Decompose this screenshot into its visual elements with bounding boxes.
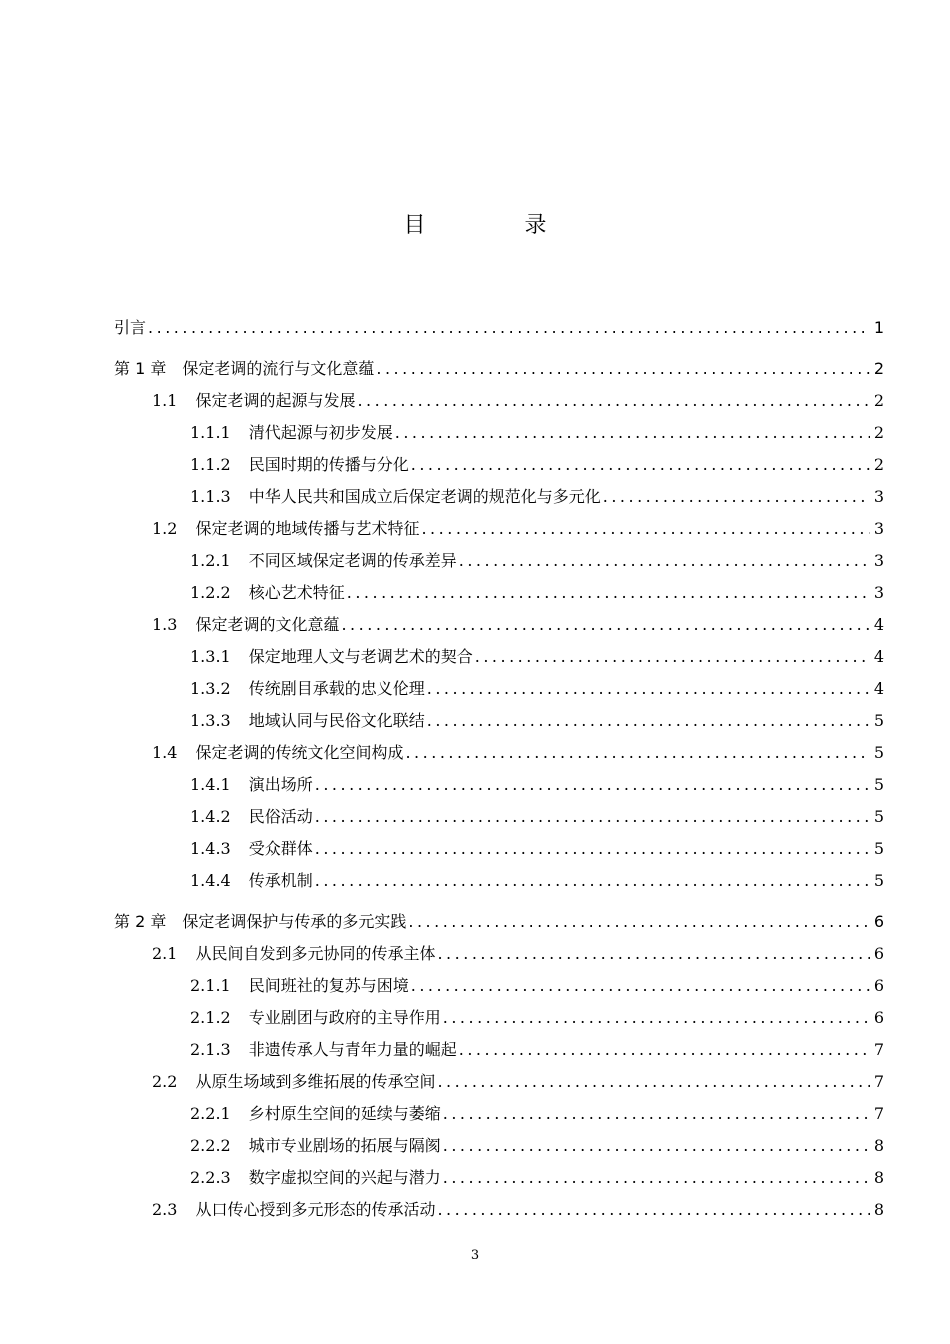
toc-entry[interactable] <box>114 449 884 481</box>
toc-entry-number: 1.2.1 <box>190 551 231 570</box>
toc-entry-number: 1.4.1 <box>190 775 231 794</box>
toc-entry-page: 5 <box>873 871 884 890</box>
dot-leader <box>475 641 870 673</box>
dot-leader <box>427 673 870 705</box>
toc-entry-number: 1.4 <box>152 743 178 762</box>
dot-leader <box>459 1034 870 1066</box>
toc-entry-title: 保定老调的起源与发展 <box>195 391 356 410</box>
dot-leader <box>357 385 869 417</box>
toc-entry-title: 专业剧团与政府的主导作用 <box>248 1008 441 1027</box>
toc-entry-title: 受众群体 <box>248 839 313 858</box>
toc-entry-number: 1.4.4 <box>190 871 231 890</box>
toc-entry-title: 乡村原生空间的延续与萎缩 <box>248 1104 441 1123</box>
toc-entry-page: 6 <box>873 912 884 931</box>
toc-entry[interactable] <box>114 385 884 417</box>
toc-entry-number: 1.3.2 <box>190 679 231 698</box>
toc-entry-page: 4 <box>873 615 884 634</box>
dot-leader <box>459 545 870 577</box>
dot-leader <box>437 938 869 970</box>
toc-entry[interactable] <box>114 1162 884 1194</box>
toc-entry[interactable] <box>114 1194 884 1226</box>
dot-leader <box>427 705 870 737</box>
toc-entry[interactable] <box>114 769 884 801</box>
toc-entry-page: 8 <box>873 1200 884 1219</box>
toc-entry-number: 2.1.2 <box>190 1008 231 1027</box>
toc-entry-page: 3 <box>873 583 884 602</box>
toc-entry-number: 1.1.1 <box>190 423 231 442</box>
toc-entry-number: 第 2 章 <box>114 912 167 931</box>
toc-entry-page: 4 <box>873 647 884 666</box>
toc-entry-page: 5 <box>873 775 884 794</box>
toc-entry-title: 民间班社的复苏与困境 <box>248 976 409 995</box>
toc-entry-title: 保定老调保护与传承的多元实践 <box>182 912 407 931</box>
dot-leader <box>411 970 870 1002</box>
dot-leader <box>421 513 869 545</box>
toc-entry-number: 2.3 <box>152 1200 178 1219</box>
toc-entry-number: 1.3 <box>152 615 178 634</box>
toc-entry-number: 1.4.3 <box>190 839 231 858</box>
dot-leader <box>315 865 870 897</box>
dot-leader <box>376 353 869 385</box>
toc-entry-title: 传承机制 <box>248 871 313 890</box>
toc-entry-number: 2.1.3 <box>190 1040 231 1059</box>
toc-entry[interactable] <box>114 1002 884 1034</box>
toc-entry-number: 2.2.1 <box>190 1104 231 1123</box>
toc-entry[interactable] <box>114 481 884 513</box>
toc-entry[interactable] <box>114 417 884 449</box>
toc-entry[interactable] <box>114 1034 884 1066</box>
toc-entry-page: 6 <box>873 1008 884 1027</box>
toc-entry-title: 中华人民共和国成立后保定老调的规范化与多元化 <box>248 487 601 506</box>
toc-entry[interactable] <box>114 938 884 970</box>
toc-entry[interactable] <box>114 1098 884 1130</box>
toc-entry-number: 2.1.1 <box>190 976 231 995</box>
toc-entry[interactable] <box>114 641 884 673</box>
toc-entry-title: 从原生场域到多维拓展的传承空间 <box>195 1072 436 1091</box>
toc-entry-page: 6 <box>873 976 884 995</box>
toc-entry-page: 1 <box>873 318 884 337</box>
toc-entry-page: 5 <box>873 839 884 858</box>
toc-entry-number: 2.2.3 <box>190 1168 231 1187</box>
toc-title: 目 录 <box>403 213 593 238</box>
toc-entry[interactable] <box>114 673 884 705</box>
toc-entry-page: 3 <box>873 487 884 506</box>
toc-entry-page: 6 <box>873 944 884 963</box>
toc-entry-page: 4 <box>873 679 884 698</box>
toc-entry[interactable] <box>114 970 884 1002</box>
dot-leader <box>443 1162 870 1194</box>
toc-entry[interactable] <box>114 906 884 938</box>
toc-entry-title: 地域认同与民俗文化联结 <box>248 711 425 730</box>
dot-leader <box>411 449 870 481</box>
dot-leader <box>437 1194 869 1226</box>
toc-entry-title: 非遗传承人与青年力量的崛起 <box>248 1040 457 1059</box>
toc-entry[interactable] <box>114 1130 884 1162</box>
dot-leader <box>395 417 870 449</box>
dot-leader <box>341 609 869 641</box>
toc-entry-number: 1.2 <box>152 519 178 538</box>
toc-entry-number: 2.2 <box>152 1072 178 1091</box>
toc-entry[interactable] <box>114 513 884 545</box>
toc-entry-title: 保定老调的地域传播与艺术特征 <box>195 519 420 538</box>
toc-entry-number: 1.2.2 <box>190 583 231 602</box>
page-number: 3 <box>470 1248 480 1263</box>
toc-entry-title: 数字虚拟空间的兴起与潜力 <box>248 1168 441 1187</box>
toc-entry-title: 民俗活动 <box>248 807 313 826</box>
toc-entry[interactable] <box>114 545 884 577</box>
toc-entry-number: 2.2.2 <box>190 1136 231 1155</box>
toc-entry-number: 1.1 <box>152 391 178 410</box>
toc-entry-page: 8 <box>873 1136 884 1155</box>
toc-entry-title: 保定地理人文与老调艺术的契合 <box>248 647 473 666</box>
toc-entry-page: 3 <box>873 519 884 538</box>
toc-entry[interactable] <box>114 577 884 609</box>
toc-entry-number: 1.3.3 <box>190 711 231 730</box>
toc-entry[interactable] <box>114 833 884 865</box>
toc-entry[interactable] <box>114 801 884 833</box>
toc-entry[interactable] <box>114 312 884 344</box>
toc-entry-title: 演出场所 <box>248 775 313 794</box>
dot-leader <box>315 769 870 801</box>
toc-entry[interactable] <box>114 705 884 737</box>
toc-entry-title: 核心艺术特征 <box>248 583 345 602</box>
toc-entry-page: 2 <box>873 359 884 378</box>
toc-entry-title: 保定老调的文化意蕴 <box>195 615 340 634</box>
toc-entry-title: 清代起源与初步发展 <box>248 423 393 442</box>
toc-entry-number: 1.1.3 <box>190 487 231 506</box>
toc-entry-title: 保定老调的流行与文化意蕴 <box>182 359 375 378</box>
dot-leader <box>148 312 870 344</box>
toc-entry-page: 2 <box>873 391 884 410</box>
toc-entry-title: 保定老调的传统文化空间构成 <box>195 743 404 762</box>
dot-leader <box>408 906 869 938</box>
toc-entry[interactable] <box>114 737 884 769</box>
toc-entry-title: 传统剧目承载的忠义伦理 <box>248 679 425 698</box>
table-of-contents <box>114 312 884 1226</box>
toc-entry-number: 1.3.1 <box>190 647 231 666</box>
toc-entry-page: 2 <box>873 455 884 474</box>
toc-entry-page: 7 <box>873 1104 884 1123</box>
dot-leader <box>315 801 870 833</box>
toc-entry[interactable] <box>114 1066 884 1098</box>
toc-entry-title: 民国时期的传播与分化 <box>248 455 409 474</box>
toc-entry-title: 引言 <box>114 318 147 337</box>
toc-entry-number: 第 1 章 <box>114 359 167 378</box>
toc-entry-number: 1.1.2 <box>190 455 231 474</box>
dot-leader <box>405 737 869 769</box>
dot-leader <box>315 833 870 865</box>
toc-entry-title: 不同区域保定老调的传承差异 <box>248 551 457 570</box>
toc-entry-number: 2.1 <box>152 944 178 963</box>
dot-leader <box>443 1002 870 1034</box>
dot-leader <box>443 1098 870 1130</box>
toc-entry-number: 1.4.2 <box>190 807 231 826</box>
dot-leader <box>603 481 870 513</box>
toc-entry[interactable] <box>114 353 884 385</box>
toc-entry-page: 5 <box>873 743 884 762</box>
toc-entry[interactable] <box>114 865 884 897</box>
dot-leader <box>347 577 870 609</box>
toc-entry-page: 5 <box>873 807 884 826</box>
toc-entry-page: 7 <box>873 1040 884 1059</box>
toc-entry-page: 5 <box>873 711 884 730</box>
dot-leader <box>443 1130 870 1162</box>
toc-entry[interactable] <box>114 609 884 641</box>
toc-entry-page: 3 <box>873 551 884 570</box>
toc-entry-page: 7 <box>873 1072 884 1091</box>
toc-entry-title: 城市专业剧场的拓展与隔阂 <box>248 1136 441 1155</box>
toc-entry-title: 从民间自发到多元协同的传承主体 <box>195 944 436 963</box>
toc-entry-title: 从口传心授到多元形态的传承活动 <box>195 1200 436 1219</box>
toc-entry-page: 8 <box>873 1168 884 1187</box>
dot-leader <box>437 1066 869 1098</box>
toc-entry-page: 2 <box>873 423 884 442</box>
